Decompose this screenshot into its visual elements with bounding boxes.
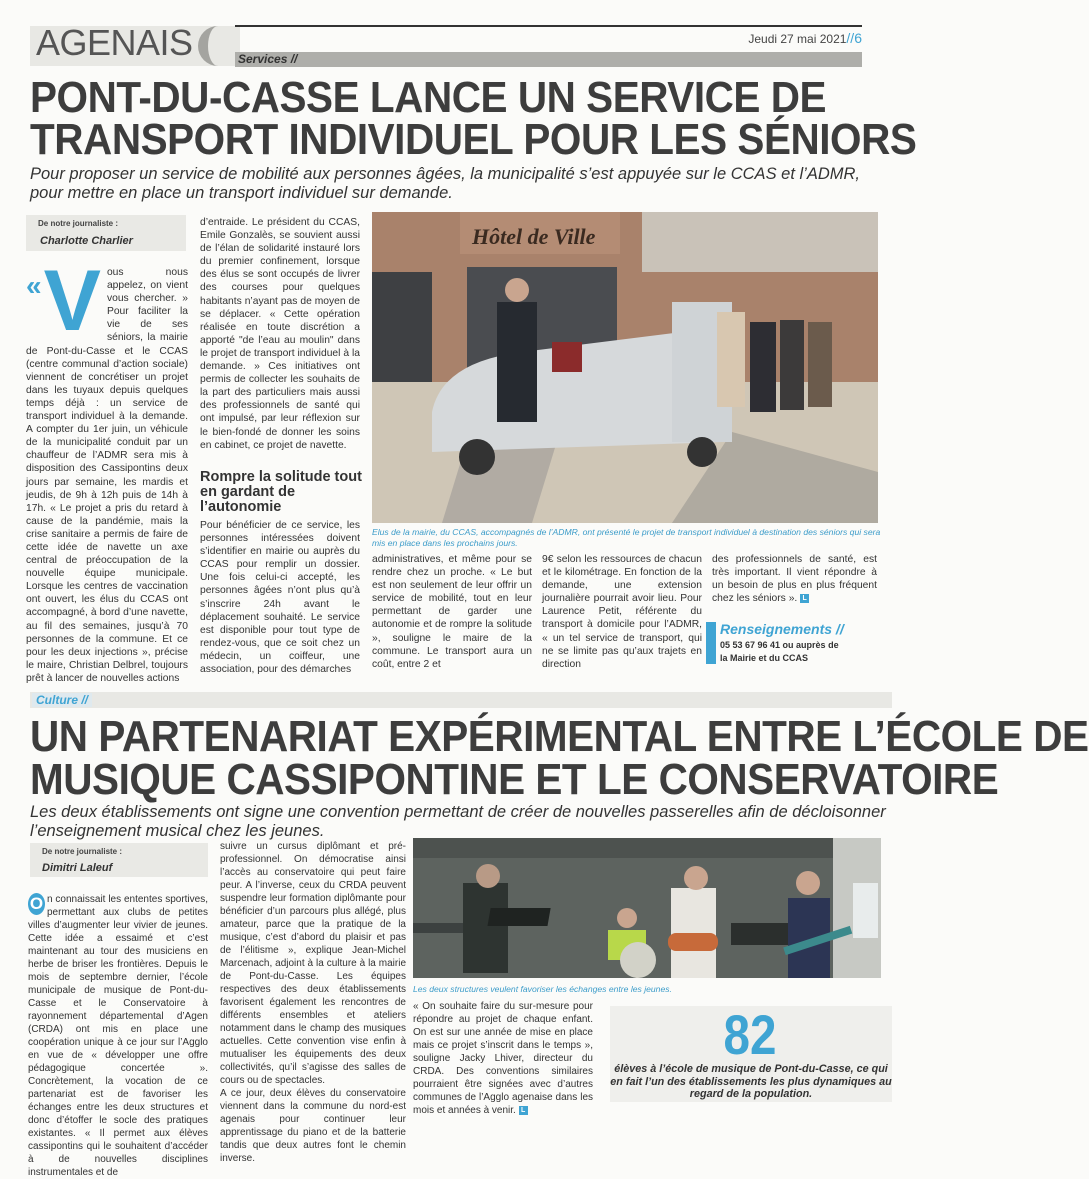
stat-number: 82 <box>723 1003 777 1066</box>
article2-photo-caption: Les deux structures veulent favoriser les échanges entre les jeunes. <box>413 984 672 994</box>
byline-label: De notre journaliste : <box>42 847 123 856</box>
section-label-services: Services // <box>238 52 298 66</box>
byline-author: Charlotte Charlier <box>40 235 133 247</box>
info-box-accent <box>706 622 716 664</box>
section-band <box>235 52 862 67</box>
byline-label: De notre journaliste : <box>38 219 119 228</box>
column-text: suivre un cursus diplômant et pré-professionnel. On démocratise ainsi l’accès au conservatoire qui peut faire peur. A l’inverse, ceux du CRDA peuvent suspendre leur formation diplômante pour bénéficier d’un parcours plus allégé, plus amateur, parce que la pratique de la musique, c’est d’abord du plaisir et pas de l’élitisme », explique Jean-Michel Marcenach, adjoint à la culture à la mairie de Pont-du-Casse. Les équipes respectives des deux établissements favorisent également les rencontres de différents ensembles et ateliers notamment dans le champ des musiques actuelles. Cette convention vise enfin à mutualiser les équipements des deux collectivités, qu’il s’agisse des salles de cours ou de spectacles. <box>220 841 406 1086</box>
drop-cap: V <box>43 253 101 349</box>
article1-byline <box>26 215 186 251</box>
article1-column-4: 9€ selon les ressources de chacun et le kilométrage. En fonction de la demande, une extension journalière pourrait avoir lieu. Pour Laurence Petit, référente du transport à domicile pour l’ADMR, « un tel service de transport, qui ne se limite pas qu’aux trajets en direction <box>542 554 702 670</box>
info-title: Renseignements // <box>720 621 844 637</box>
article2-column-1 <box>28 893 208 1179</box>
column-text: ous nous appelez, on vient vous chercher. » Pour faciliter la vie de ses séniors, la mairie de Pont-du-Casse et le CCAS (centre communal d’action sociale) viennent de concrétiser un projet dans les tuyaux depuis quelques temps déjà : un service de transport individuel à la demande. A compter du 1er juin, un véhicule de la municipalité conduit par un chauffeur de l’ADMR sera mis à disposition des Cassipontins deux jours par semaine, les mardis et jeudis, de 9h à 12h puis de 14h à 17h. « Le projet a pris du retard à cause de la pandémie, mais la crise sanitaire a permis de faire de cette idée de navette un axe central de préoccupation de la nouvelle équipe municipale. Lorsque les centres de vaccination ont ouvert, les élus du CCAS ont accompagné, à bord d’une navette, au fil des semaines, jusqu’à 70 personnes de la commune. Et ce pour les deux injections », précise le maire, Christian Delbrel, toujours prêt à lancer de nouvelles actions <box>26 267 188 684</box>
article2-byline <box>30 843 208 877</box>
photo-music-band <box>413 838 881 978</box>
drop-cap: O <box>29 894 44 913</box>
end-of-article-icon: L <box>800 594 809 603</box>
byline-author: Dimitri Laleuf <box>42 862 113 874</box>
article1-headline-line1: PONT-DU-CASSE LANCE UN SERVICE DE <box>30 73 827 122</box>
column-text: des professionnels de santé, est très important. Il vient répondre à un besoin de plus en plus fréquent chez les séniors ». <box>712 554 877 605</box>
article2-column-3 <box>413 1000 593 1117</box>
article2-lead: Les deux établissements ont signe une convention permettant de créer de nouvelles passerelles afin de décloisonner l’enseignement musical chez les jeunes. <box>30 803 886 840</box>
column-text: n connaissait les ententes sportives, permettant aux clubs de petites villes d’augmenter leur vivier de jeunes. Cette idée a essaimé et c’est maintenant au tour des musiciens en herbe de briser les frontières. Depuis le mois de septembre dernier, l’école municipale de musique de Pont-du-Casse et le Conservatoire à rayonnement départemental d’Agen (CRDA) ont mis en place une coopération unique à ce jour sur l’Agglo en vue de « développer une offre pédagogique concertée ». Concrètement, la vocation de ce partenariat est de favoriser les échanges entre les deux structures et donc d’étoffer le socle des pratiques existantes. « Il permet aux élèves cassipontins qui le souhaitent d’accéder à de nouvelles disciplines instrumentales et de <box>28 894 208 1178</box>
article2-headline-line2: MUSIQUE CASSIPONTINE ET LE CONSERVATOIRE <box>30 755 999 804</box>
stat-description: élèves à l’école de musique de Pont-du-Casse, ce qui en fait l’un des établissements les plus dynamiques au regard de la population. <box>610 1063 892 1100</box>
end-of-article-icon: L <box>519 1106 528 1115</box>
article1-column-2b: Pour bénéficier de ce service, les personnes intéressées doivent s’identifier en mairie ou auprès du CCAS pour remplir un dossier. Une fois celui-ci accepté, les personnes âgées n’ont plus qu’à s’inscrire 24h avant le déplacement souhaité. Le service est disponible pour tout type de rendez-vous, que ce soit chez un médecin, un coiffeur, une association, pour des démarches <box>200 520 360 676</box>
article1-subhead: Rompre la solitude tout en gardant de l’autonomie <box>200 469 362 515</box>
article1-photo <box>372 212 878 523</box>
photo-town-hall-vehicle <box>372 212 878 523</box>
column-text-continued: A ce jour, deux élèves du conservatoire viennent dans la commune du nord-est agenais pour continuer leur apprentissage du piano et de la batterie tandis que deux autres font le chemin inverse. <box>220 1088 406 1164</box>
logo-swoosh-icon <box>198 26 232 66</box>
article2-column-2 <box>220 840 406 1165</box>
info-location: la Mairie et du CCAS <box>720 653 809 663</box>
article1-column-5 <box>712 553 877 605</box>
hotel-de-ville-sign: Hôtel de Ville <box>472 224 596 249</box>
section-label-culture: Culture // <box>32 693 92 707</box>
section-band-culture <box>30 692 892 708</box>
info-phone: 05 53 67 96 41 ou auprès de <box>720 640 839 650</box>
article1-headline-line2: TRANSPORT INDIVIDUEL POUR LES SÉNIORS <box>30 115 917 164</box>
masthead-rule <box>235 25 862 27</box>
info-contact <box>720 639 839 665</box>
page-number: //6 <box>846 30 862 46</box>
article1-photo-caption: Elus de la mairie, du CCAS, accompagnés de l’ADMR, ont présenté le projet de transport individuel à destination des séniors qui sera mis en place dans les prochains jours. <box>372 527 881 548</box>
date-text: Jeudi 27 mai 2021 <box>748 32 847 46</box>
article1-column-2a: d’entraide. Le président du CCAS, Emile Gonzalès, se souvient aussi de l’élan de solidarité instauré lors du premier confinement, lorsque des élus se sont occupés de livrer des courses pour quelques habitants n’ayant pas de moyen de se déplacer. « Cette opération réalisée en toute discrétion a apporté "de l’eau au moulin" dans le projet de transport individuel à la demande. » Ces initiatives ont permis de collecter les souhaits de la part des particuliers mais aussi des professionnels de santé qui ont impulsé, par leur réflexion sur le bien-fondé de donner les soins en cabinet, ce projet de navette. <box>200 217 360 451</box>
article2-photo <box>413 838 881 978</box>
column-text: « On souhaite faire du sur-mesure pour répondre au projet de chaque enfant. On est sur une année de mise en place mais ce projet s’inscrit dans le temps », souligne Jacky Lhiver, directeur du CRDA. Des conventions similaires pourraient être signées avec d’autres communes de l’Agglo agenaise dans les mois et années à venir. <box>413 1001 593 1116</box>
issue-date <box>748 30 862 46</box>
publication-section-logo: AGENAIS <box>36 22 193 63</box>
article1-column-3: administratives, et même pour se rendre chez un proche. « Le but est non seulement de leur offrir un service de mobilité, tout en leur permettant de garder une autonomie et de rompre la solitude », souligne le maire de la commune. Le transport aura un coût, entre 2 et <box>372 554 532 670</box>
opening-quote-icon: « <box>26 270 42 301</box>
article1-lead: Pour proposer un service de mobilité aux personnes âgées, la municipalité s’est appuyée sur le CCAS et l’ADMR, pour mettre en place un transport individuel sur demande. <box>30 165 860 202</box>
article1-column-1 <box>26 253 188 685</box>
article2-headline-line1: UN PARTENARIAT EXPÉRIMENTAL ENTRE L’ÉCOLE DE <box>30 712 1089 761</box>
